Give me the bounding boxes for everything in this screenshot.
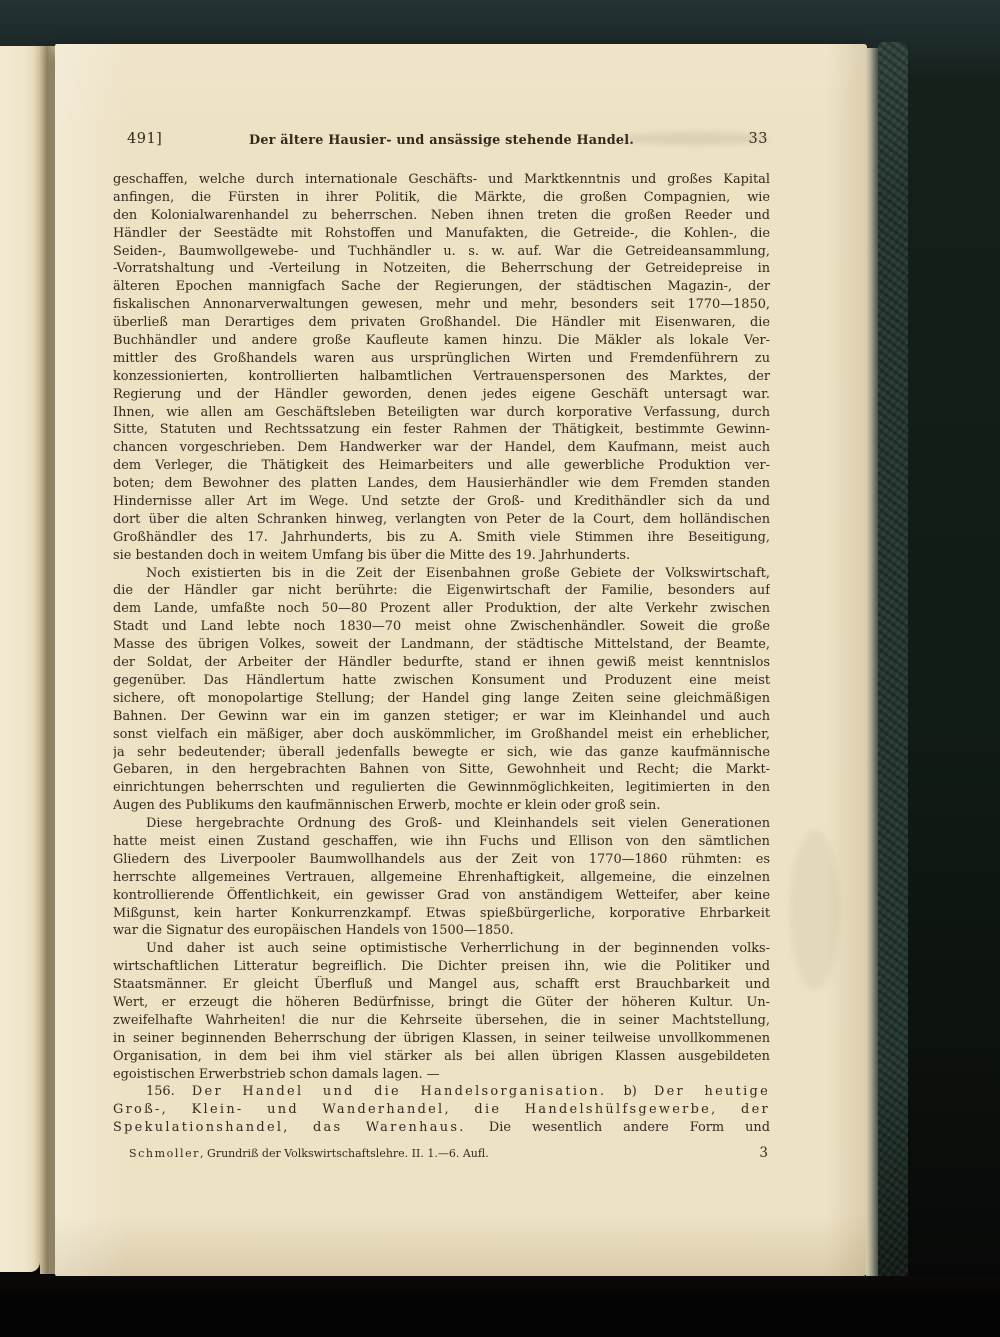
text-line: ja sehr bedeutender; überall jedenfalls bewegte er sich, wie das ganze kaufmännische bbox=[113, 744, 770, 760]
text-line: sie bestanden doch in weitem Umfang bis über die Mitte des 19. Jahrhunderts. bbox=[113, 547, 631, 563]
text-line: Stadt und Land lebte noch 1830—70 meist ohne Zwischenhändler. Soweit die große bbox=[113, 619, 770, 635]
text-line: Organisation, in dem bei ihm viel stärker als bei allen übrigen Klassen ausgebildeten bbox=[113, 1048, 770, 1064]
table-shadow bbox=[0, 1276, 1000, 1337]
text-line: herrschte allgemeines Vertrauen, allgemeine Ehrenhaftigkeit, allgemeine, die einzelnen bbox=[113, 869, 770, 885]
text-line: Buchhändler und andere große Kaufleute kamen hinzu. Die Mäkler als lokale Ver- bbox=[113, 333, 770, 349]
text-line: überließ man Derartiges dem privaten Großhandel. Die Händler mit Eisenwaren, die bbox=[113, 315, 770, 331]
paragraph bbox=[113, 1083, 770, 1137]
text-line: Masse des übrigen Volkes, soweit der Landmann, der städtische Mittelstand, der Beamte, bbox=[113, 637, 770, 653]
footer-citation bbox=[129, 1147, 489, 1160]
column-number: 491] bbox=[127, 131, 163, 147]
text-line bbox=[113, 1083, 770, 1101]
page-body bbox=[113, 171, 770, 1137]
running-head-title: Der ältere Hausier- und ansässige stehende Handel. bbox=[249, 133, 634, 148]
text-line: chancen vorgeschrieben. Dem Handwerker war der Handel, dem Kaufmann, meist auch bbox=[113, 440, 770, 456]
text-line: geschaffen, welche durch internationale Geschäfts- und Marktkenntnis und großes Kapital bbox=[113, 172, 770, 187]
sheet-signature: 3 bbox=[759, 1145, 768, 1161]
text-line: zweifelhafte Wahrheiten! die nur die Kehrseite übersehen, die in seiner Machtstellung, bbox=[113, 1012, 770, 1028]
text-line: Hindernisse aller Art im Wege. Und setzte der Groß- und Kredithändler sich da und bbox=[113, 494, 770, 510]
page-stack-edge bbox=[866, 48, 878, 1276]
text-line: boten; dem Bewohner des platten Landes, dem Hausierhändler wie dem Fremden standen bbox=[113, 476, 770, 492]
text-line: sonst vielfach ein mäßiger, aber doch auskömmlicher, im Großhandel meist ein erheblicher, bbox=[113, 726, 770, 742]
spaced-heading-segment: Der heutige bbox=[653, 1084, 770, 1100]
text-line: älteren Epochen mannigfach Sache der Regierungen, der städtischen Magazin-, der bbox=[113, 279, 770, 295]
book-page bbox=[55, 44, 867, 1276]
text-line bbox=[113, 1119, 770, 1137]
text-line: den Kolonialwarenhandel zu beherrschen. Neben ihnen treten die großen Reeder und bbox=[113, 207, 770, 223]
text-line: Bahnen. Der Gewinn war ein im ganzen stetiger; er war im Kleinhandel und auch bbox=[113, 708, 770, 724]
paragraph bbox=[113, 815, 770, 940]
show-through-smudge bbox=[620, 132, 770, 145]
text-line: dem Lande, umfaßte noch 50—80 Prozent aller Produktion, der alte Verkehr zwischen bbox=[113, 601, 770, 617]
text-line: Gliedern des Liverpooler Baumwollhandels aus der Zeit von 1770—1860 rühmten: es bbox=[113, 851, 770, 867]
text-segment: Die wesentlich andere Form und bbox=[488, 1120, 770, 1136]
show-through-smudge bbox=[790, 830, 840, 990]
text-line: fiskalischen Annonarverwaltungen gewesen, mehr und mehr, besonders seit 1770—1850, bbox=[113, 297, 770, 313]
text-line: dort über die alten Schranken hinweg, verlangten von Peter de la Court, dem holländischen bbox=[113, 511, 770, 527]
text-line: hatte meist einen Zustand geschaffen, wie ihn Fuchs und Ellison von den sämtlichen bbox=[113, 833, 770, 849]
text-line: Seiden-, Baumwollgewebe- und Tuchhändler u. s. w. auf. War die Getreideansammlung, bbox=[113, 243, 770, 259]
text-line: Händler der Seestädte mit Rohstoffen und Manufakten, die Getreide-, die Kohlen-, die bbox=[113, 225, 770, 241]
text-column bbox=[113, 44, 770, 1276]
text-line: egoistischen Erwerbstrieb schon damals lagen. — bbox=[113, 1066, 440, 1082]
text-line: sichere, oft monopolartige Stellung; der Handel ging lange Zeiten seine gleichmäßigen bbox=[113, 690, 770, 706]
text-line: -Vorratshaltung und -Verteilung in Notzeiten, die Beherrschung der Getreidepreise in bbox=[113, 261, 770, 277]
text-line: Gebaren, in den hergebrachten Bahnen von Sitte, Gewohnheit und Recht; die Markt- bbox=[113, 762, 770, 778]
page-number: 33 bbox=[748, 131, 768, 147]
footer-line bbox=[113, 1145, 770, 1161]
text-line: Diese hergebrachte Ordnung des Groß- und Kleinhandels seit vielen Generationen bbox=[146, 816, 770, 832]
text-line: war die Signatur des europäischen Handels von 1500—1850. bbox=[113, 923, 514, 939]
text-line: der Soldat, der Arbeiter der Händler bedurfte, stand er ihnen gewiß meist kenntnislos bbox=[113, 655, 770, 671]
text-line: in seiner beginnenden Beherrschung der übrigen Klassen, in seiner teilweise unvollkommenen bbox=[113, 1030, 770, 1046]
text-line bbox=[113, 1101, 770, 1119]
text-line: Großhändler des 17. Jahrhunderts, bis zu A. Smith viele Stimmen ihre Beseitigung, bbox=[113, 529, 770, 545]
text-segment: b) bbox=[606, 1084, 654, 1100]
text-line: Mißgunst, kein harter Konkurrenzkampf. Etwas spießbürgerliche, korporative Ehrbarkeit bbox=[113, 905, 770, 921]
paragraph bbox=[113, 940, 770, 1083]
spaced-heading-segment: Groß-, Klein- und Wanderhandel, die Handelshülfsgewerbe, der bbox=[113, 1102, 770, 1118]
footer-work-title: , Grundriß der Volkswirtschaftslehre. II. 1.—6. Aufl. bbox=[200, 1147, 489, 1160]
paragraph bbox=[113, 565, 770, 815]
text-line: Augen des Publikums den kaufmännischen Erwerb, mochte er klein oder groß sein. bbox=[113, 798, 661, 814]
text-line: Noch existierten bis in die Zeit der Eisenbahnen große Gebiete der Volkswirtschaft, bbox=[146, 565, 770, 581]
text-line: Ihnen, wie allen am Geschäftsleben Beteiligten war durch korporative Verfassung, durch bbox=[113, 404, 770, 420]
text-line: einrichtungen beherrschten und regulierten die Gewinnmöglichkeiten, legitimierten in den bbox=[113, 780, 770, 796]
left-page-curl-edge bbox=[0, 46, 40, 1272]
text-line: dem Verleger, die Thätigkeit des Heimarbeiters und alle gewerbliche Produktion ver- bbox=[113, 458, 770, 474]
text-line: Staatsmänner. Er gleicht Überfluß und Mangel aus, schafft erst Brauchbarkeit und bbox=[113, 977, 770, 993]
paragraph bbox=[113, 171, 770, 565]
text-line: Wert, er erzeugt die höheren Bedürfnisse, bringt die Güter der höheren Kultur. Un- bbox=[113, 994, 770, 1010]
text-line: wirtschaftlichen Litteratur begreiflich. Die Dichter preisen ihn, wie die Politiker und bbox=[113, 959, 770, 975]
spaced-heading-segment: Der Handel und die Handelsorganisation. bbox=[191, 1084, 607, 1100]
text-line: die der Händler gar nicht berührte: die Eigenwirtschaft der Familie, besonders auf bbox=[113, 583, 770, 599]
text-line: Und daher ist auch seine optimistische Verherrlichung in der beginnenden volks- bbox=[146, 941, 770, 957]
text-line: konzessionierten, kontrollierten halbamtlichen Vertrauenspersonen des Marktes, der bbox=[113, 368, 770, 384]
text-line: gegenüber. Das Händlertum hatte zwischen Konsument und Produzent eine meist bbox=[113, 672, 770, 688]
spaced-heading-segment: Spekulationshandel, das Warenhaus. bbox=[113, 1120, 489, 1136]
text-line: anfingen, die Fürsten in ihrer Politik, die Märkte, die großen Compagnien, wie bbox=[113, 189, 770, 205]
text-line: kontrollierende Öffentlichkeit, ein gewisser Grad von anständigem Wetteifer, aber keine bbox=[113, 887, 770, 903]
text-segment: 156. bbox=[146, 1084, 192, 1100]
footer-author: Schmoller bbox=[129, 1147, 201, 1160]
text-line: Regierung und der Händler geworden, denen jedes eigene Geschäft untersagt war. bbox=[113, 386, 770, 402]
text-line: Sitte, Statuten und Rechtssatzung ein fester Rahmen der Thätigkeit, bestimmte Gewinn- bbox=[113, 422, 770, 438]
book-cover-edge bbox=[878, 42, 908, 1290]
text-line: mittler des Großhandels waren aus ursprünglichen Wirten und Fremdenführern zu bbox=[113, 350, 770, 366]
